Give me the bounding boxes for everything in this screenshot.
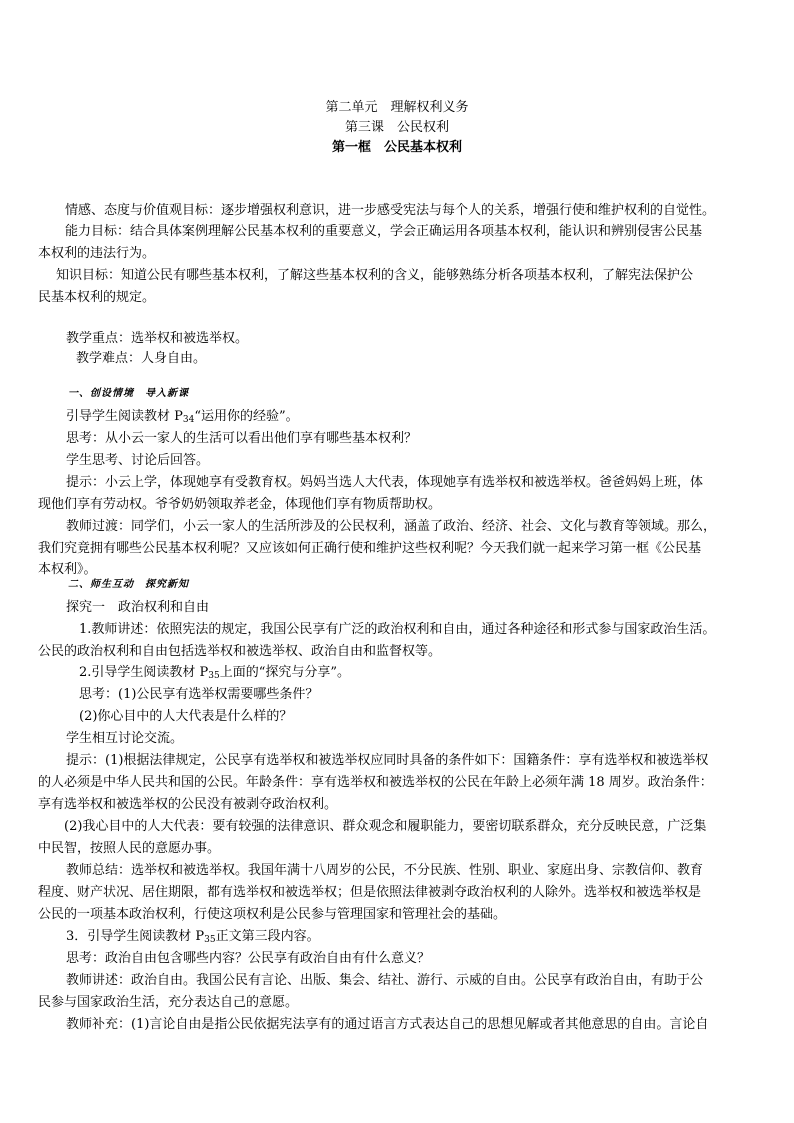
s2-line-3: 2.引导学生阅读教材 $P_{35}$上面的“探究与分享”。	[79, 665, 351, 681]
s2-subheading: 探究一 政治权利和自由	[66, 600, 210, 615]
s1-line-6: 教师过渡：同学们，小云一家人的生活所涉及的公民权利，涵盖了政治、经济、社会、文化与教育等领域。那么，	[66, 519, 717, 534]
goal-ability-cont: 本权利的违法行为。	[38, 246, 156, 261]
goal-ability: 能力目标：结合具体案例理解公民基本权利的重要意义，学会正确运用各项基本权利，能认识和辨别侵害公民基	[65, 224, 703, 239]
s2-line-17: 教师讲述：政治自由。我国公民有言论、出版、集会、结社、游行、示威的自由。公民享有政治自由，有助于公	[66, 973, 704, 988]
s2-line-4: 思考：(1)公民享有选举权需要哪些条件？	[79, 687, 319, 702]
unit-title: 第二单元 理解权利义务	[325, 100, 469, 115]
teaching-difficulty: 教学难点：人身自由。	[76, 351, 207, 366]
s2-line-1: 1.教师讲述：依照宪法的规定，我国公民享有广泛的政治权利和自由，通过各种途径和形式参与国家政治生活。	[79, 622, 716, 637]
s1-line-2: 思考：从小云一家人的生活可以看出他们享有哪些基本权利？	[66, 431, 418, 446]
s2-line-5: (2)你心目中的人大代表是什么样的？	[79, 709, 293, 724]
section-heading-1: 一、创设情境 导入新课	[68, 388, 189, 399]
s2-line-13: 程度、财产状况、居住期限，都有选举权和被选举权；但是依照法律被剥夺政治权利的人除外。选举权和被选举权是	[38, 885, 702, 900]
s2-line-15: 3．引导学生阅读教材 $P_{35}$正文第三段内容。	[66, 929, 320, 945]
s2-line-19: 教师补充：(1)言论自由是指公民依据宪法享有的通过语言方式表达自己的思想见解或者其他意思的自由。言论自	[66, 1017, 709, 1032]
s1-line-3: 学生思考、讨论后回答。	[66, 453, 210, 468]
s1-line-1: 引导学生阅读教材 $P_{34}“$运用你的经验”。	[66, 409, 299, 425]
teaching-key-point: 教学重点：选举权和被选举权。	[66, 331, 249, 346]
lesson-title: 第三课 公民权利	[344, 120, 449, 135]
goal-emotion: 情感、态度与价值观目标：逐步增强权利意识，进一步感受宪法与每个人的关系，增强行使和维护权利的自觉性。	[65, 203, 716, 218]
section-heading-2: 二、师生互动 探究新知	[68, 579, 189, 590]
s2-line-12: 教师总结：选举权和被选举权。我国年满十八周岁的公民，不分民族、性别、职业、家庭出身、宗教信仰、教育	[66, 863, 704, 878]
s2-line-9: 享有选举权和被选举权的公民没有被剥夺政治权利。	[38, 797, 338, 812]
s2-line-8: 的人必须是中华人民共和国的公民。年龄条件：享有选举权和被选举权的公民在年龄上必须年满 18 周岁。政治条件：	[38, 775, 713, 790]
s1-line-4: 提示：小云上学，体现她享有受教育权。妈妈当选人大代表，体现她享有选举权和被选举权。爸爸妈妈上班，体	[66, 475, 704, 490]
s2-line-16: 思考：政治自由包含哪些内容？公民享有政治自由有什么意义？	[66, 951, 431, 966]
s1-line-8: 本权利》。	[38, 562, 97, 577]
s2-line-2: 公民的政治权利和自由包括选举权和被选举权、政治自由和监督权等。	[38, 644, 442, 659]
s2-line-18: 民参与国家政治生活，充分表达自己的意愿。	[38, 995, 299, 1010]
s1-line-5: 现他们享有劳动权。爷爷奶奶领取养老金，体现他们享有物质帮助权。	[38, 497, 442, 512]
s1-line-7: 我们究竟拥有哪些公民基本权利呢？又应该如何正确行使和维护这些权利呢？今天我们就一起来学习第一框《公民基	[38, 541, 702, 556]
section-title: 第一框 公民基本权利	[331, 140, 462, 155]
goal-knowledge: 知识目标：知道公民有哪些基本权利，了解这些基本权利的含义，能够熟练分析各项基本权利，了解宪法保护公	[56, 268, 694, 283]
s2-line-14: 公民的一项基本政治权利，行使这项权利是公民参与管理国家和管理社会的基础。	[38, 907, 507, 922]
s2-line-10: (2)我心目中的人大代表：要有较强的法律意识、群众观念和履职能力，要密切联系群众，充分反映民意，广泛集	[64, 819, 707, 834]
s2-line-11: 中民智，按照人民的意愿办事。	[38, 841, 221, 856]
s2-line-6: 学生相互讨论交流。	[66, 731, 184, 746]
s2-line-7: 提示：(1)根据法律规定，公民享有选举权和被选举权应同时具备的条件如下：国籍条件：享有选举权和被选举权	[66, 753, 709, 768]
goal-knowledge-cont: 民基本权利的规定。	[38, 290, 156, 305]
